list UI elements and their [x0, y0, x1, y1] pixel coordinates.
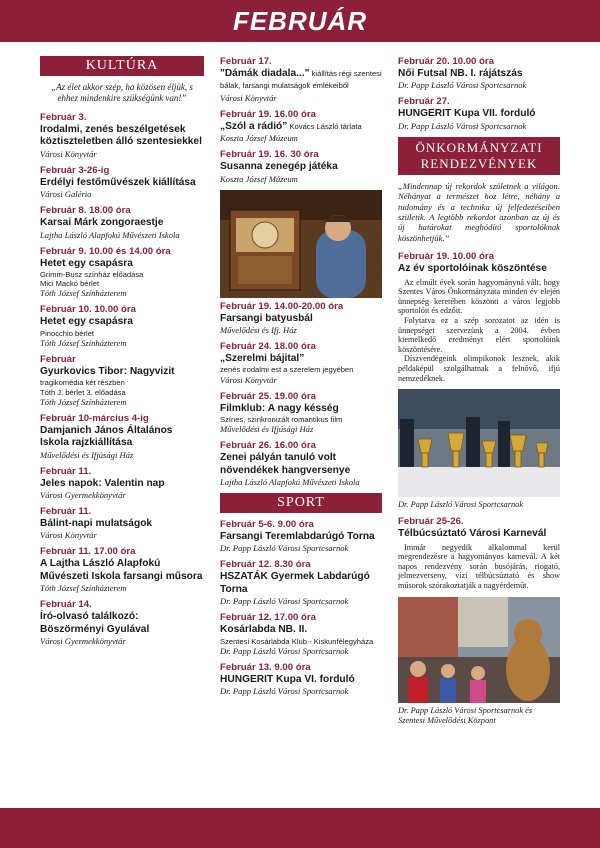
culture-column	[40, 56, 204, 652]
event-item	[398, 56, 560, 90]
event-date: Február 19. 16.00 óra	[220, 108, 316, 120]
event-date: Február 14.	[40, 599, 92, 611]
event-item	[220, 519, 382, 553]
event-item	[220, 56, 382, 103]
right-column	[398, 56, 560, 732]
event-date: Február 5-6. 9.00 óra	[220, 519, 314, 531]
event-venue: Dr. Papp László Városi Sportcsarnok	[220, 645, 349, 656]
event-item	[220, 341, 382, 385]
onk-quote: „Mindennap új rekordok születnek a világon. Néhányat a természet hoz létre, néhány a tudomány és a technika új felfedezéseiben születik. A legtöbb rekordot azonban az új és új határokat meghódító sportolóknak köszönhetjük.”	[398, 180, 560, 243]
event-date: Február 25. 19.00 óra	[220, 390, 316, 402]
event-title: Bálint-napi mulatságok	[40, 518, 153, 530]
event-item	[40, 599, 204, 646]
event-date: Február 24. 18.00 óra	[220, 341, 316, 353]
event-venue: Tóth József Színházterem	[40, 338, 127, 349]
event-item	[398, 96, 560, 130]
event-date: Február 26. 16.00 óra	[220, 440, 316, 452]
photo-caption-1: Dr. Papp László Városi Sportcsarnok	[398, 500, 524, 510]
event-venue: Művelődési és Ifj. Ház	[220, 325, 297, 336]
section-heading-line-2: RENDEZVÉNYEK	[420, 155, 538, 171]
event-sportolok	[398, 251, 560, 275]
event-item	[40, 354, 204, 407]
event-title: Hetet egy csapásra	[40, 316, 133, 328]
culture-event-list	[40, 112, 204, 646]
event-title: "Dámák diadala..."	[220, 68, 310, 79]
event-venue: Koszta József Múzeum	[220, 173, 298, 184]
event-item	[40, 112, 204, 159]
event-item	[220, 662, 382, 696]
event-date: Február 8. 18.00 óra	[40, 205, 131, 217]
event-date: Február 13. 9.00 óra	[220, 661, 311, 673]
event-date: Február 10-március 4-ig	[40, 412, 149, 424]
footer-bar	[0, 808, 600, 848]
event-title: Damjanich János Általános Iskola rajzkiállítása	[40, 424, 173, 449]
event-subtitle: kiállítás régi szentesi bálak, farsangi mulatságok emlékeiből	[220, 69, 382, 91]
event-item	[40, 506, 204, 540]
event-date: Február 12. 8.30 óra	[220, 559, 311, 571]
paragraph: Az elmúlt évek során hagyományná vált, hogy Szentes Város Önkormányzata minden év elején ünnepség keretében köszönti a város legjobb sportolóit és edzőit.	[398, 277, 560, 316]
event-item	[220, 559, 382, 606]
event-item	[220, 149, 382, 183]
event-title: Zenei pályán tanuló volt növendékek hangversenye	[220, 452, 351, 476]
event-subtitle: Szentesi Kosárlabda Klub - Kiskunfélegyháza	[220, 636, 374, 646]
page-title: FEBRUÁR	[232, 5, 368, 36]
event-title: Gyurkovics Tibor: Nagyvizit	[40, 366, 175, 378]
event-sportolok-body	[398, 278, 560, 384]
section-heading-kultura: KULTÚRA	[40, 56, 204, 76]
event-item	[220, 440, 382, 487]
event-item	[40, 304, 204, 348]
paragraph: Immár negyedik alkalommal kerül megrendezésre a hagyományos karnevál. A két napos rendezvény során busójárás, riogató, jelmezverseny, vízi télbúcsúztató és show műsorok szórakoztatják a nagyérdeműt.	[398, 542, 560, 590]
middle-event-list	[220, 56, 382, 184]
event-subtitle: zenés irodalmi est a szerelem jegyében	[220, 365, 354, 375]
music-box-image	[220, 190, 382, 298]
event-title: „Szerelmi bájital”	[220, 353, 305, 365]
paragraph: Díszvendégeink olimpikonok lesznek, akik példaképül szolgálhatnak a felnővő, ifjú nemzedéknek.	[398, 354, 560, 383]
event-venue: Városi Gyermekkönyvtár	[40, 490, 126, 501]
event-date: Február 11. 17.00 óra	[40, 546, 136, 558]
culture-quote: „Az élet akkor szép, ha közösen éljük, s ehhez mindenkire szükségünk van!”	[51, 82, 193, 103]
event-date: Február	[40, 354, 76, 366]
event-subtitle: Pinocchio bérlet	[40, 328, 95, 338]
event-venue: Városi Könyvtár	[220, 92, 277, 103]
event-title: „Szól a rádió”	[220, 120, 288, 132]
photo-caption-2: Dr. Papp László Városi Sportcsarnok és Szentesi Művelődési Központ	[398, 705, 533, 725]
event-venue: Koszta József Múzeum	[220, 133, 298, 144]
event-date: Február 19. 16. 30 óra	[220, 149, 319, 161]
event-karneval	[398, 516, 560, 540]
event-title: Farsangi batyusbál	[220, 312, 313, 324]
event-title-line	[220, 68, 382, 93]
section-heading-sport: SPORT	[220, 493, 382, 513]
right-top-event-list	[398, 56, 560, 131]
event-date: Február 17.	[220, 56, 272, 67]
trophy-image	[398, 389, 560, 497]
event-date: Február 27.	[398, 96, 450, 108]
event-title: Kosárlabda NB. II.	[220, 624, 308, 636]
event-title-line	[220, 121, 382, 133]
music-box-photo	[220, 190, 382, 298]
trophy-photo	[398, 389, 560, 497]
event-date: Február 10. 10.00 óra	[40, 304, 136, 316]
carnival-photo	[398, 597, 560, 703]
event-title: Susanna zenegép játéka	[220, 161, 338, 173]
event-title: HSZATÁK Gyermek Labdarúgó Torna	[220, 571, 370, 595]
event-venue: Városi Galéria	[40, 189, 92, 200]
paragraph: Folytatva ez a szép sorozatot az idén is ünnepséget szervezünk a 2004. évben kiemelkedő eredményt elért sportolóink köszöntésére.	[398, 316, 560, 354]
event-venue: Művelődési és Ifjúsági Ház	[40, 449, 134, 460]
event-venue: Dr. Papp László Városi Sportcsarnok	[398, 80, 527, 91]
event-item	[40, 165, 204, 199]
event-date: Február 19. 14.00-20.00 óra	[220, 300, 344, 312]
event-item	[40, 466, 204, 500]
header-bar	[0, 0, 600, 42]
event-title: Író-olvasó találkozó: Böszörményi Gyulával	[40, 611, 150, 635]
event-venue: Dr. Papp László Városi Sportcsarnok	[220, 543, 349, 554]
event-title: Farsangi Teremlabdarúgó Torna	[220, 531, 375, 543]
event-title: Az év sportolóinak köszöntése	[398, 263, 547, 275]
event-venue: Tóth József Színházterem	[40, 396, 127, 407]
event-date: Február 11.	[40, 465, 92, 477]
event-date: Február 25-26.	[398, 516, 464, 528]
event-title: A Lajtha László Alapfokú Művészeti Iskola farsangi műsora	[40, 558, 203, 582]
event-title: Télbúcsúztató Városi Karnevál	[398, 528, 547, 540]
middle-event-list-2	[220, 301, 382, 487]
event-date: Február 9. 10.00 és 14.00 óra	[40, 245, 171, 257]
event-venue: Városi Gyermekkönyvtár	[40, 636, 126, 647]
event-item	[220, 391, 382, 435]
event-subtitle: Kovács László tárlata	[287, 121, 362, 131]
event-venue: Városi Könyvtár	[40, 530, 97, 541]
event-venue: Dr. Papp László Városi Sportcsarnok	[220, 596, 349, 607]
event-title: Irodalmi, zenés beszélgetések köztiszteletben álló szentesiekkel	[40, 124, 202, 148]
event-title: Filmklub: A nagy késség	[220, 402, 339, 414]
event-date: Február 3.	[40, 112, 87, 123]
event-title: Karsai Márk zongoraestje	[40, 217, 164, 229]
event-venue: Lajtha László Alapfokú Művészeti Iskola	[40, 229, 180, 240]
event-subtitle: Grimm-Busz színház előadása Mici Mackó bérlet	[40, 270, 144, 289]
event-subtitle: tragikomédia két részben Tóth J. bérlet 3. előadása	[40, 378, 126, 397]
event-title: HUNGERIT Kupa VI. forduló	[220, 673, 355, 685]
sport-event-list	[220, 519, 382, 696]
event-title: HUNGERIT Kupa VII. forduló	[398, 108, 536, 120]
event-title: Erdélyi festőművészek kiállítása	[40, 176, 196, 188]
event-item	[40, 246, 204, 299]
event-title: Hetet egy csapásra	[40, 257, 133, 269]
event-venue: Tóth József Színházterem	[40, 288, 127, 299]
event-venue: Dr. Papp László Városi Sportcsarnok	[220, 686, 349, 697]
event-date: Február 19. 10.00 óra	[398, 251, 494, 263]
carnival-image	[398, 597, 560, 703]
event-date: Február 12. 17.00 óra	[220, 612, 316, 624]
event-item	[40, 205, 204, 239]
event-venue: Városi Könyvtár	[40, 148, 97, 159]
section-heading-line-1: ÖNKORMÁNYZATI	[415, 139, 543, 155]
event-item	[40, 546, 204, 593]
section-heading-onkormanyzati	[398, 137, 560, 175]
event-item	[220, 109, 382, 143]
event-title: Női Futsal NB. I. rájátszás	[398, 68, 523, 79]
event-venue: Tóth József Színházterem	[40, 583, 127, 594]
event-subtitle: Színes, szinkronizált romantikus film	[220, 415, 343, 425]
event-item	[220, 301, 382, 335]
event-venue: Dr. Papp László Városi Sportcsarnok	[398, 120, 527, 131]
event-item	[40, 413, 204, 460]
event-date: Február 3-26-ig	[40, 164, 110, 176]
event-karneval-body	[398, 543, 560, 591]
event-item	[220, 612, 382, 656]
event-date: Február 20. 10.00 óra	[398, 56, 494, 67]
event-date: Február 11.	[40, 506, 92, 518]
event-venue: Művelődési és Ifjúsági Ház	[220, 424, 314, 435]
event-venue: Lajtha László Alapfokú Művészeti Iskola	[220, 477, 360, 488]
event-venue: Városi Könyvtár	[220, 374, 277, 385]
event-title: Jeles napok: Valentin nap	[40, 477, 165, 489]
middle-column	[220, 56, 382, 702]
